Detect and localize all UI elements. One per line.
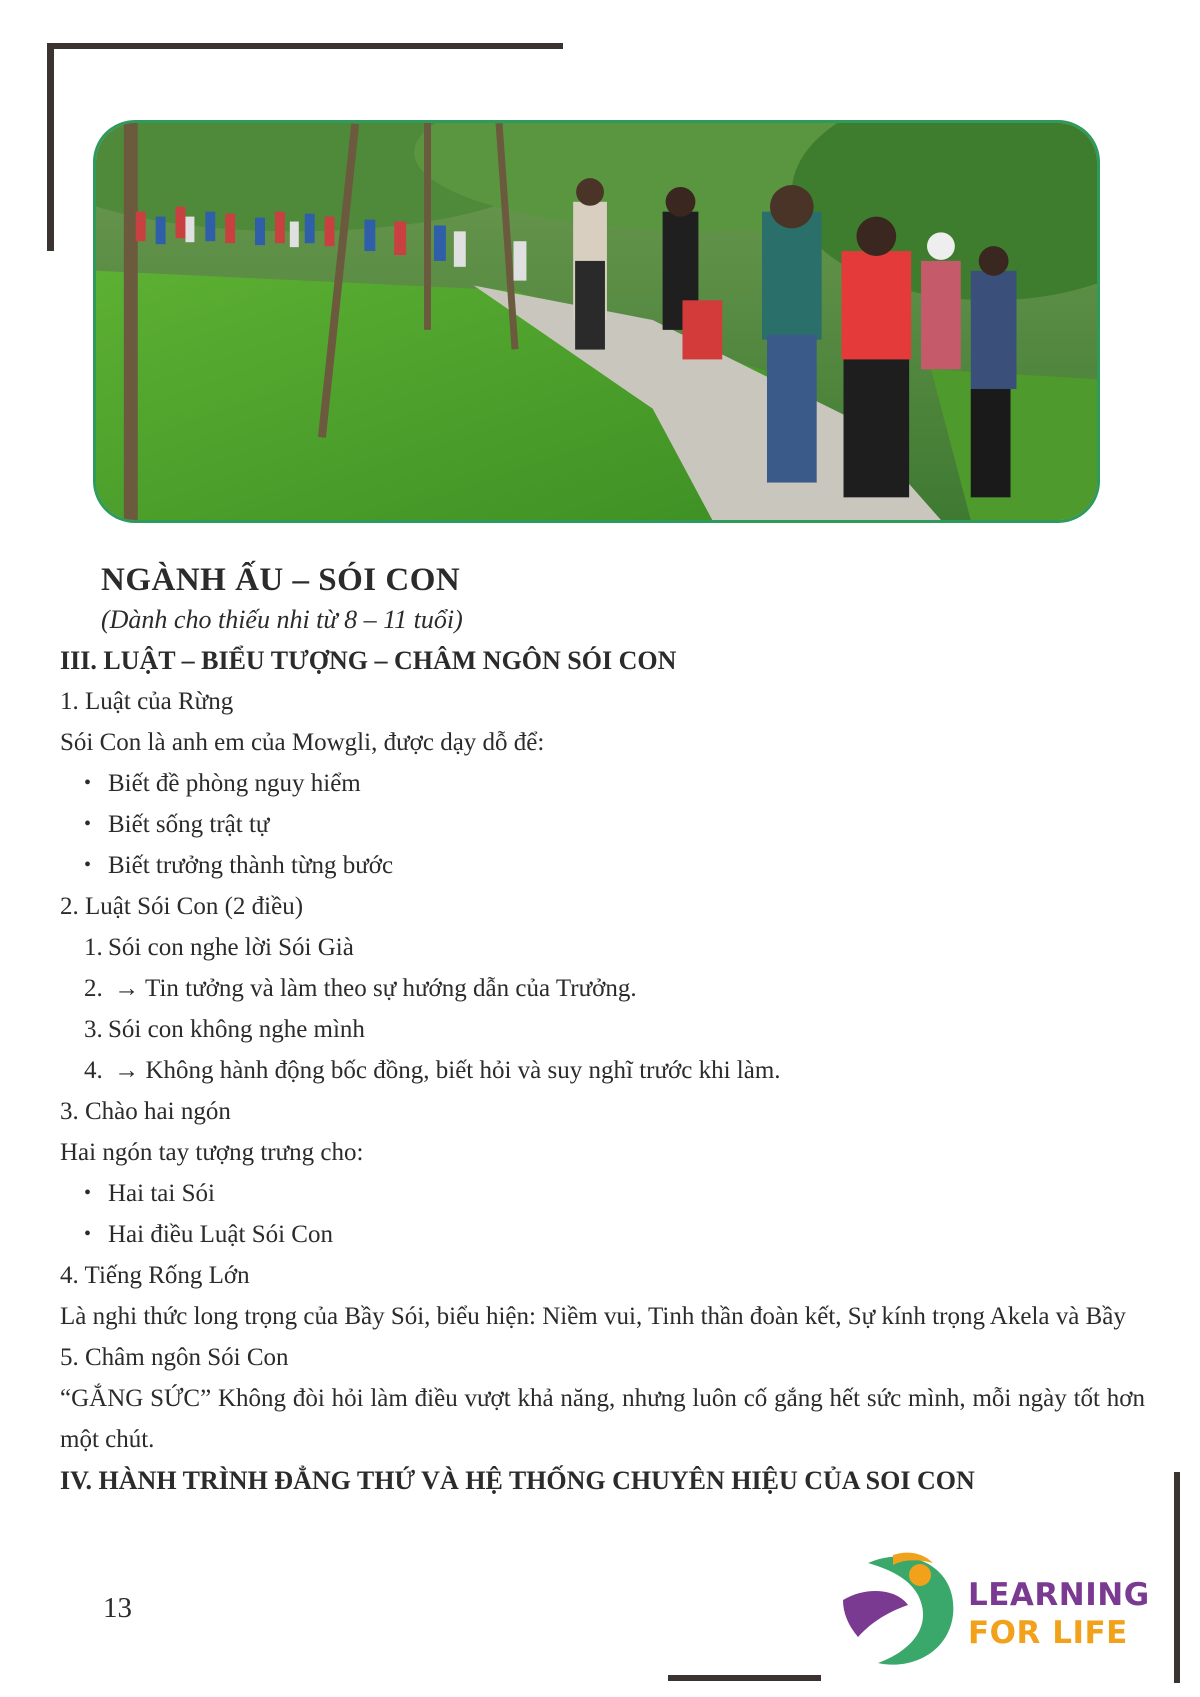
document-body	[60, 640, 1145, 1501]
motto-paragraph: “GẮNG SỨC” Không đòi hỏi làm điều vượt khả năng, nhưng luôn cố gắng hết sức mình, mỗi ngày tốt hơn một chút.	[60, 1385, 1145, 1453]
page-number: 13	[103, 1592, 132, 1624]
bullet-icon: •	[84, 813, 92, 835]
bullet-icon: •	[84, 1182, 92, 1204]
subsection-heading-salute: 3. Chào hai ngón	[60, 1098, 231, 1125]
section-heading-iii: III. LUẬT – BIỂU TƯỢNG – CHÂM NGÔN SÓI CON	[60, 646, 677, 675]
logo-text-line1: LEARNING	[968, 1577, 1150, 1613]
subsection-heading-law-forest: 1. Luật của Rừng	[60, 688, 234, 715]
page-title: NGÀNH ẤU – SÓI CON	[101, 562, 461, 598]
bullet-icon: •	[84, 1223, 92, 1245]
section-heading-iv: IV. HÀNH TRÌNH ĐẲNG THỨ VÀ HỆ THỐNG CHUYÊN HIỆU CỦA SOI CON	[60, 1466, 975, 1495]
frame-top-bar	[47, 43, 563, 49]
howl-paragraph: Là nghi thức long trọng của Bầy Sói, biểu hiện: Niềm vui, Tinh thần đoàn kết, Sự kính trọng Akela và Bầy	[60, 1303, 1126, 1330]
list-item: • Hai tai Sói	[60, 1173, 1145, 1214]
frame-left-bar	[47, 43, 54, 251]
learning-for-life-logo	[838, 1545, 1148, 1675]
logo-figure-icon	[838, 1545, 963, 1673]
bullet-icon: •	[84, 854, 92, 876]
page-subtitle: (Dành cho thiếu nhi từ 8 – 11 tuổi)	[101, 605, 463, 634]
frame-right-bar	[1174, 1472, 1180, 1683]
subsection-heading-motto: 5. Châm ngôn Sói Con	[60, 1344, 289, 1371]
salute-intro: Hai ngón tay tượng trưng cho:	[60, 1139, 364, 1166]
frame-bottom-bar	[668, 1675, 821, 1681]
subsection-heading-cub-law: 2. Luật Sói Con (2 điều)	[60, 893, 304, 920]
subsection-heading-howl: 4. Tiếng Rống Lớn	[60, 1262, 250, 1289]
law-forest-intro: Sói Con là anh em của Mowgli, được dạy dỗ để:	[60, 729, 545, 756]
logo-text-line2: FOR LIFE	[968, 1615, 1128, 1651]
list-item: • Biết đề phòng nguy hiểm	[60, 763, 1145, 804]
list-item: 1. Sói con nghe lời Sói Già	[84, 934, 354, 961]
list-item: • Biết sống trật tự	[60, 804, 1145, 845]
list-item: 3. Sói con không nghe mình	[84, 1016, 365, 1043]
photo-illustration	[96, 123, 1097, 520]
list-item: • Biết trưởng thành từng bước	[60, 845, 1145, 886]
list-item: 4. → Không hành động bốc đồng, biết hỏi và suy nghĩ trước khi làm.	[84, 1057, 781, 1084]
scouts-walking-photo	[93, 120, 1100, 523]
list-item: 2. → Tin tưởng và làm theo sự hướng dẫn của Trưởng.	[84, 975, 637, 1002]
bullet-icon: •	[84, 772, 92, 794]
list-item: • Hai điều Luật Sói Con	[60, 1214, 1145, 1255]
